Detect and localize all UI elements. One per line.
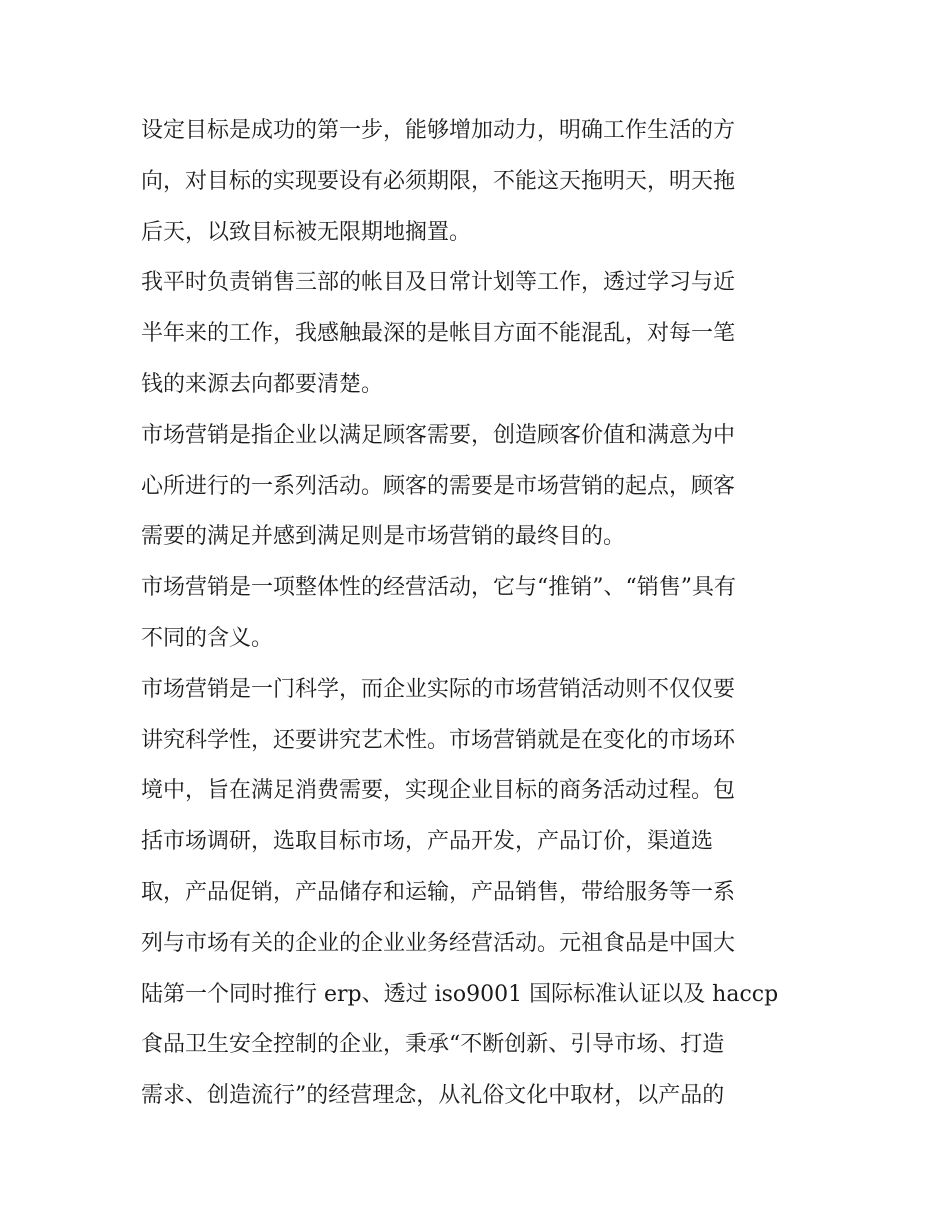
text-line: 我平时负责销售三部的帐目及日常计划等工作，透过学习与近 xyxy=(141,270,736,296)
text-line: 半年来的工作，我感触最深的是帐目方面不能混乱，对每一笔 xyxy=(141,321,736,347)
text-line: 境中，旨在满足消费需要，实现企业目标的商务活动过程。包 xyxy=(141,778,736,804)
paragraph-goal-setting xyxy=(141,106,813,258)
text-line: 市场营销是一项整体性的经营活动，它与“推销”、“销售”具有 xyxy=(141,575,736,601)
text-line: 取，产品促销，产品储存和运输，产品销售，带给服务等一系 xyxy=(141,879,736,905)
paragraph-accounting-work xyxy=(141,258,813,410)
paragraph-marketing-science xyxy=(141,665,813,1122)
text-line: 陆第一个同时推行 erp、透过 iso9001 国际标准认证以及 haccp xyxy=(141,981,779,1007)
text-line: 向，对目标的实现要设有必须期限，不能这天拖明天，明天拖 xyxy=(141,168,736,194)
text-line: 心所进行的一系列活动。顾客的需要是市场营销的起点，顾客 xyxy=(141,473,736,499)
paragraph-marketing-overall xyxy=(141,563,813,665)
text-line: 食品卫生安全控制的企业，秉承“不断创新、引导市场、打造 xyxy=(141,1032,725,1058)
text-line: 不同的含义。 xyxy=(141,625,274,651)
text-line: 括市场调研，选取目标市场，产品开发，产品订价，渠道选 xyxy=(141,829,714,855)
text-line: 市场营销是指企业以满足顾客需要，创造顾客价值和满意为中 xyxy=(141,422,736,448)
paragraph-marketing-definition xyxy=(141,411,813,563)
document-body xyxy=(141,106,813,1122)
text-line: 需求、创造流行”的经营理念，从礼俗文化中取材，以产品的 xyxy=(141,1083,725,1109)
text-line: 需要的满足并感到满足则是市场营销的最终目的。 xyxy=(141,524,626,550)
text-line: 市场营销是一门科学，而企业实际的市场营销活动则不仅仅要 xyxy=(141,676,736,702)
text-line: 钱的来源去向都要清楚。 xyxy=(141,371,384,397)
text-line: 后天，以致目标被无限期地搁置。 xyxy=(141,219,472,245)
text-line: 设定目标是成功的第一步，能够增加动力，明确工作生活的方 xyxy=(141,118,736,143)
text-line: 讲究科学性，还要讲究艺术性。市场营销就是在变化的市场环 xyxy=(141,727,736,753)
text-line: 列与市场有关的企业的企业业务经营活动。元祖食品是中国大 xyxy=(141,930,736,956)
